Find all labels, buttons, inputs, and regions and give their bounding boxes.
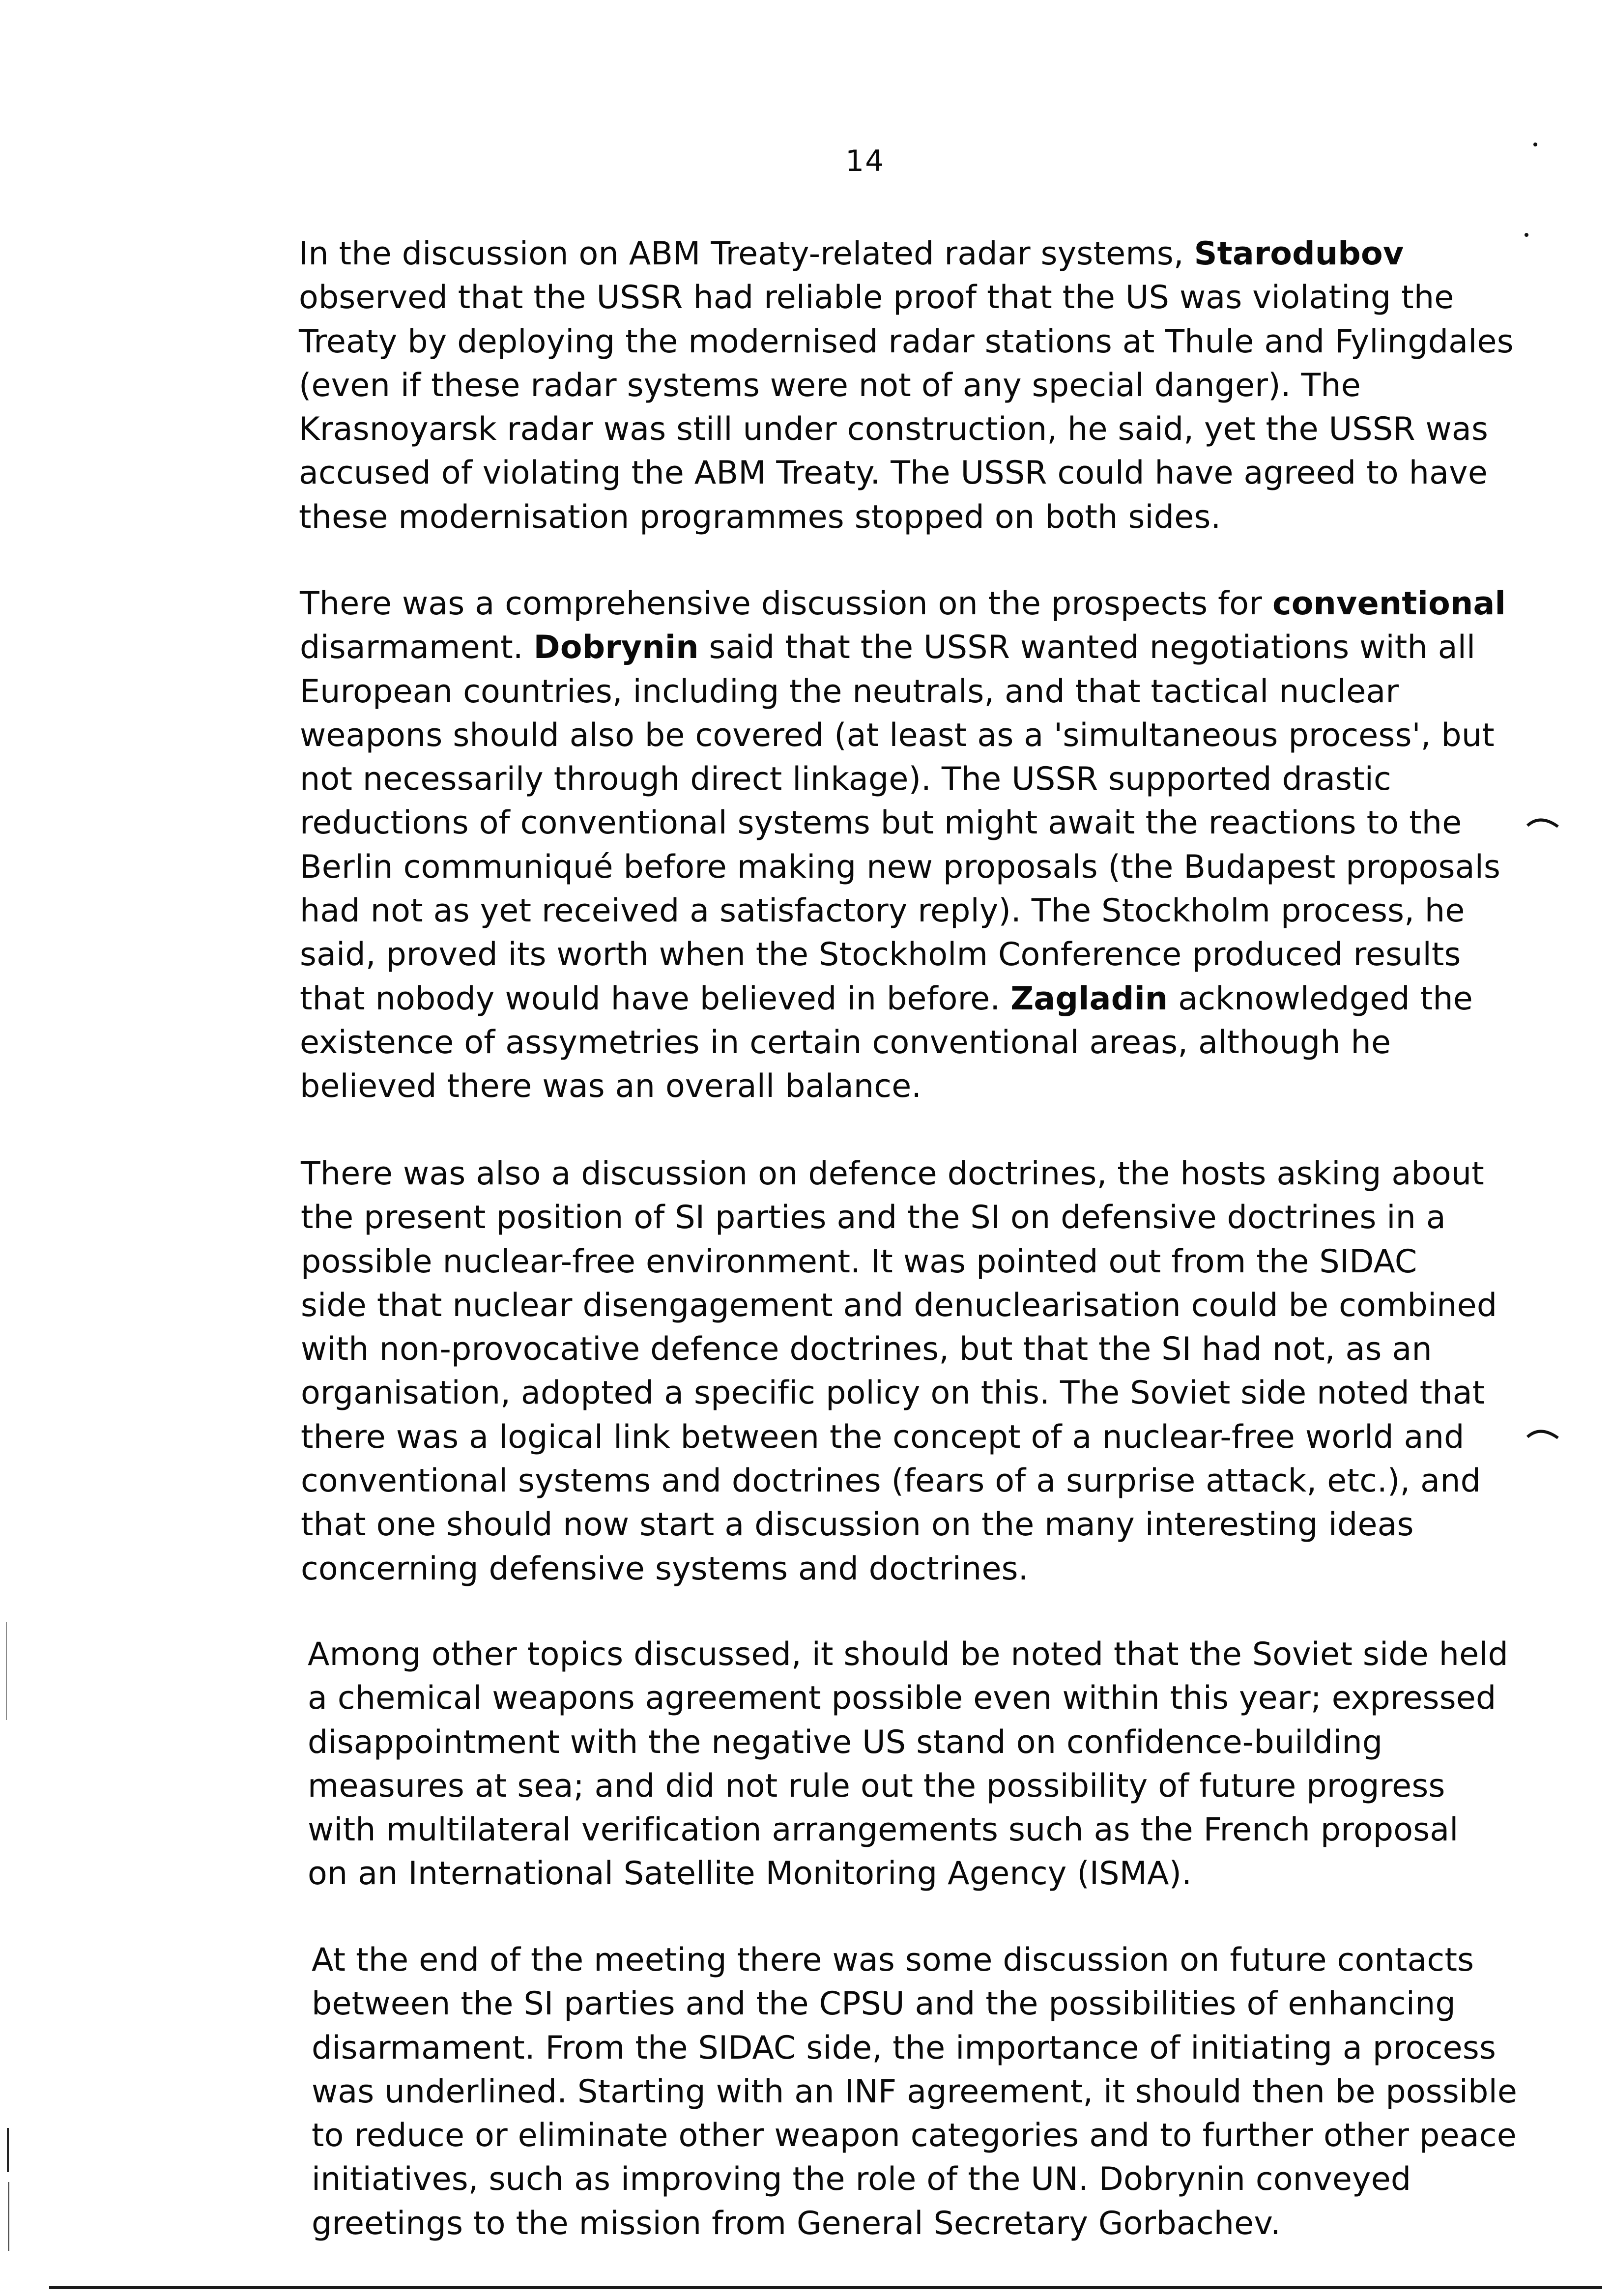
text-segment: with non-provocative defence doctrines, but that the SI had not, as an [301, 1331, 1432, 1368]
text-segment: initiatives, such as improving the role of the UN. Dobrynin conveyed [312, 2161, 1411, 2198]
text-line [312, 1982, 1521, 2026]
text-segment: a chemical weapons agreement possible even within this year; expressed [308, 1680, 1497, 1717]
text-segment: Treaty by deploying the modernised radar stations at Thule and Fylingdales [299, 323, 1514, 360]
text-line [312, 2114, 1521, 2157]
text-segment: reductions of conventional systems but might await the reactions to the [300, 804, 1462, 842]
text-segment: on an International Satellite Monitoring Agency (ISMA). [308, 1855, 1192, 1893]
text-line [301, 1152, 1510, 1196]
text-line [301, 1196, 1510, 1239]
binding-edge-mark [6, 1622, 7, 1720]
text-segment: European countries, including the neutrals, and that tactical nuclear [300, 673, 1399, 710]
text-line [312, 2202, 1521, 2245]
text-segment: between the SI parties and the CPSU and the possibilities of enhancing [312, 1985, 1456, 2023]
bold-name: Zagladin [1010, 980, 1168, 1017]
text-segment: Krasnoyarsk radar was still under construction, he said, yet the USSR was [299, 411, 1489, 448]
text-line [301, 1503, 1510, 1547]
text-segment: disarmament. From the SIDAC side, the importance of initiating a process [312, 2029, 1497, 2066]
text-line [300, 845, 1509, 889]
text-line [299, 232, 1508, 276]
text-line [301, 1284, 1510, 1327]
text-segment: There was also a discussion on defence doctrines, the hosts asking about [301, 1155, 1484, 1192]
text-line [300, 1064, 1509, 1108]
text-line [312, 2070, 1521, 2114]
bold-name: conventional [1272, 585, 1506, 622]
text-segment: with multilateral verification arrangements such as the French proposal [308, 1811, 1459, 1849]
paragraph-defence-doctrines [301, 1152, 1510, 1591]
bold-name: Dobrynin [533, 629, 699, 666]
scan-speck [1533, 143, 1537, 146]
text-line [300, 933, 1509, 976]
text-segment: Berlin communiqué before making new proposals (the Budapest proposals [300, 848, 1501, 886]
text-segment: said, proved its worth when the Stockholm Conference produced results [300, 936, 1461, 974]
text-line [299, 364, 1508, 407]
text-line [300, 801, 1509, 845]
margin-tick-mark [1526, 1423, 1561, 1443]
text-line [301, 1371, 1510, 1415]
text-line [308, 1633, 1517, 1676]
text-line [300, 889, 1509, 933]
text-line [308, 1721, 1517, 1764]
text-segment: There was a comprehensive discussion on the prospects for [300, 585, 1272, 622]
text-segment: concerning defensive systems and doctrines. [301, 1550, 1029, 1587]
text-line [308, 1852, 1517, 1895]
binding-edge-mark [7, 2128, 9, 2172]
text-line [300, 626, 1509, 669]
text-segment: measures at sea; and did not rule out the possibility of future progress [308, 1767, 1445, 1805]
text-segment: disappointment with the negative US stand on confidence-building [308, 1723, 1383, 1761]
text-segment: said that the USSR wanted negotiations with all [698, 629, 1476, 666]
text-line [300, 670, 1509, 714]
text-line [301, 1459, 1510, 1503]
text-line [312, 1938, 1521, 1982]
text-segment: possible nuclear-free environment. It was pointed out from the SIDAC [301, 1243, 1417, 1280]
text-segment: believed there was an overall balance. [300, 1068, 922, 1105]
text-line [308, 1764, 1517, 1808]
paragraph-abm-radar [299, 232, 1514, 539]
paragraph-future-contacts [312, 1938, 1521, 2245]
paragraph-other-topics [308, 1633, 1517, 1896]
text-line [299, 495, 1508, 539]
text-line [299, 320, 1514, 364]
margin-tick-mark [1526, 812, 1561, 832]
text-segment: At the end of the meeting there was some discussion on future contacts [312, 1942, 1474, 1979]
text-segment: had not as yet received a satisfactory reply). The Stockholm process, he [300, 892, 1465, 930]
text-segment: that one should now start a discussion on the many interesting ideas [301, 1506, 1414, 1544]
text-line [299, 451, 1508, 495]
text-line [299, 407, 1508, 451]
paragraph-conventional-disarmament [300, 582, 1509, 1109]
text-segment: (even if these radar systems were not of any special danger). The [299, 367, 1361, 404]
text-line [300, 582, 1509, 626]
text-segment: that nobody would have believed in before. [300, 980, 1011, 1017]
text-segment: In the discussion on ABM Treaty-related radar systems, [299, 235, 1194, 272]
text-line [301, 1415, 1510, 1459]
text-segment: these modernisation programmes stopped on both sides. [299, 498, 1221, 536]
text-segment: not necessarily through direct linkage). The USSR supported drastic [300, 761, 1391, 798]
text-segment: side that nuclear disengagement and denuclearisation could be combined [301, 1287, 1497, 1324]
text-segment: there was a logical link between the concept of a nuclear-free world and [301, 1418, 1465, 1456]
text-line [299, 276, 1508, 319]
text-line [312, 2026, 1521, 2070]
binding-edge-mark [8, 2182, 9, 2251]
text-segment: greetings to the mission from General Secretary Gorbachev. [312, 2205, 1281, 2242]
text-line [301, 1327, 1510, 1371]
text-segment: the present position of SI parties and the SI on defensive doctrines in a [301, 1199, 1446, 1236]
text-segment: organisation, adopted a specific policy on this. The Soviet side noted that [301, 1375, 1485, 1412]
text-segment: accused of violating the ABM Treaty. The USSR could have agreed to have [299, 455, 1488, 492]
text-line [312, 2157, 1521, 2201]
text-segment: acknowledged the [1168, 980, 1473, 1017]
page-bottom-edge [49, 2286, 1602, 2289]
bold-name: Starodubov [1194, 235, 1404, 272]
text-line [301, 1547, 1510, 1591]
text-segment: was underlined. Starting with an INF agreement, it should then be possible [312, 2073, 1518, 2110]
text-segment: conventional systems and doctrines (fears of a surprise attack, etc.), and [301, 1463, 1481, 1500]
text-segment: existence of assymetries in certain conventional areas, although he [300, 1024, 1391, 1061]
text-line [308, 1808, 1517, 1852]
text-line [308, 1676, 1517, 1720]
text-segment: observed that the USSR had reliable proof that the US was violating the [299, 279, 1454, 316]
text-line [300, 714, 1509, 757]
text-segment: disarmament. [300, 629, 534, 666]
text-segment: to reduce or eliminate other weapon categories and to further other peace [312, 2117, 1517, 2154]
text-line [300, 1021, 1509, 1064]
text-line [300, 757, 1509, 801]
text-segment: Among other topics discussed, it should be noted that the Soviet side held [308, 1636, 1509, 1673]
text-segment: weapons should also be covered (at least as a 'simultaneous process', but [300, 717, 1495, 754]
page-number: 14 [845, 144, 885, 178]
text-line [300, 977, 1509, 1021]
text-line [301, 1240, 1510, 1284]
scan-speck [1525, 233, 1528, 237]
